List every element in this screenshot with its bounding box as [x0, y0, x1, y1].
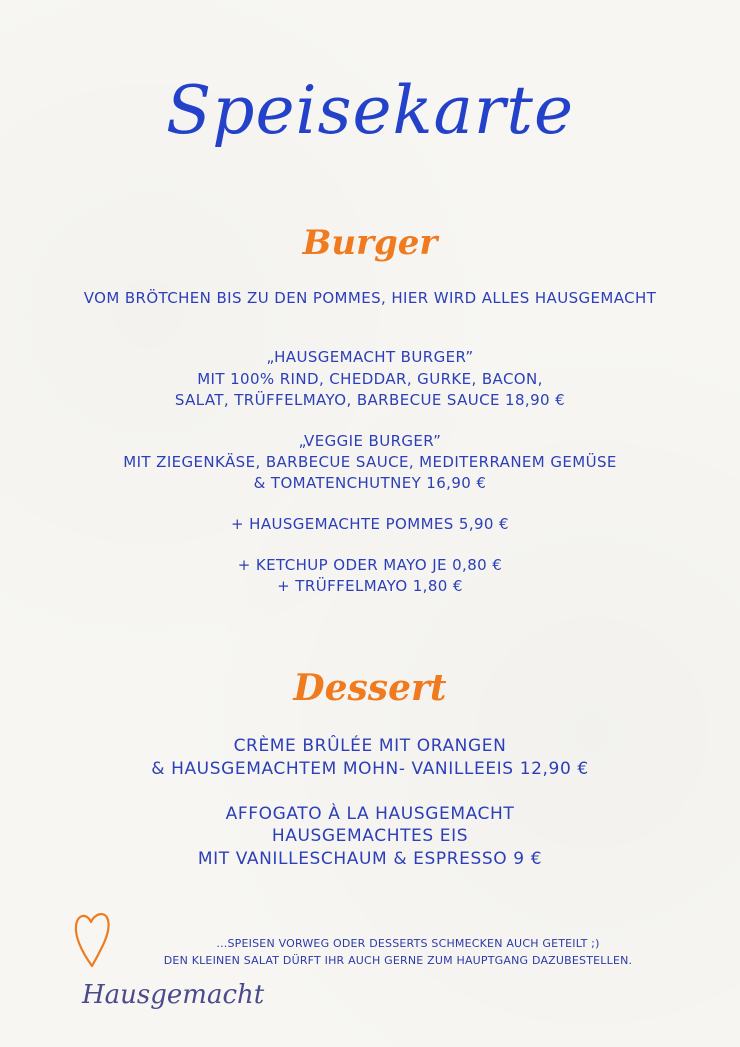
burger-item-desc: MIT 100% RIND, CHEDDAR, GURKE, BACON, — [197, 370, 543, 388]
dessert-item-line: CRÈME BRÛLÉE MIT ORANGEN — [233, 736, 507, 756]
burger-item-name: „HAUSGEMACHT BURGER” — [266, 348, 474, 366]
dessert-item-line: & HAUSGEMACHTEM MOHN- VANILLEEIS 12,90 € — [151, 759, 589, 779]
extra-truffelmayo: + TRÜFFELMAYO 1,80 € — [277, 577, 463, 595]
menu-title: Speisekarte — [165, 72, 575, 149]
signature: Hausgemacht — [82, 980, 265, 1010]
footer-note: ...SPEISEN VORWEG ODER DESSERTS SCHMECKEN AUCH GETEILT ;) — [216, 937, 600, 950]
extra-ketchup: + KETCHUP ODER MAYO JE 0,80 € — [237, 556, 503, 574]
burger-subtitle: VOM BRÖTCHEN BIS ZU DEN POMMES, HIER WIRD ALLES HAUSGEMACHT — [83, 289, 657, 307]
dessert-item-line: HAUSGEMACHTES EIS — [271, 826, 469, 846]
burger-item-desc: SALAT, TRÜFFELMAYO, BARBECUE SAUCE 18,90 € — [174, 391, 566, 409]
dessert-item-line: AFFOGATO À LA HAUSGEMACHT — [225, 804, 515, 824]
dessert-heading: Dessert — [293, 667, 447, 709]
dessert-item-line: MIT VANILLESCHAUM & ESPRESSO 9 € — [197, 849, 543, 869]
burger-item-desc: & TOMATENCHUTNEY 16,90 € — [253, 474, 487, 492]
extra-pommes: + HAUSGEMACHTE POMMES 5,90 € — [231, 515, 509, 533]
burger-item-name: „VEGGIE BURGER” — [298, 432, 442, 450]
footer-note: DEN KLEINEN SALAT DÜRFT IHR AUCH GERNE ZUM HAUPTGANG DAZUBESTELLEN. — [163, 954, 633, 967]
burger-heading: Burger — [302, 223, 438, 263]
burger-item-desc: MIT ZIEGENKÄSE, BARBECUE SAUCE, MEDITERRANEM GEMÜSE — [123, 453, 617, 471]
